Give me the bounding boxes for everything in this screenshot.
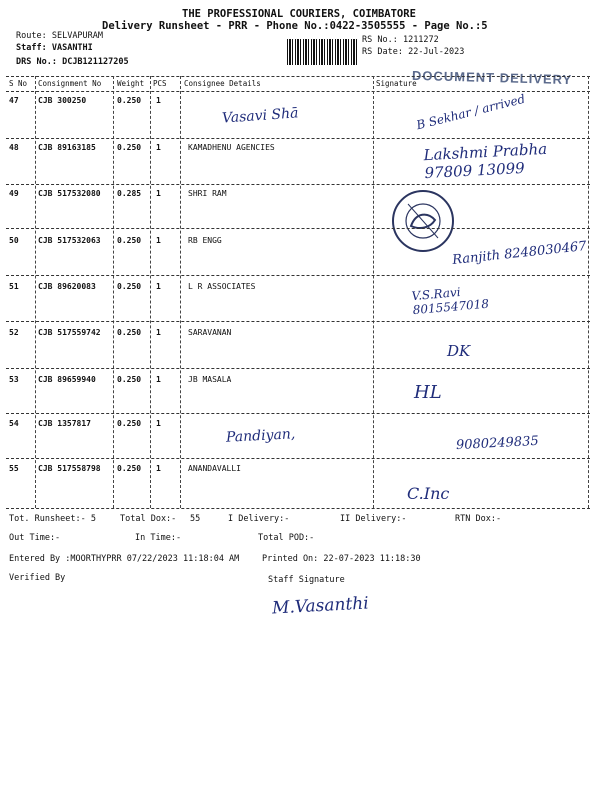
- entered-by: Entered By :MOORTHYPRR 07/22/2023 11:18:04 AM: [9, 554, 240, 564]
- row-consignee: KAMADHENU AGENCIES: [188, 143, 275, 152]
- staff-label: Staff:: [16, 43, 47, 53]
- company-title: THE PROFESSIONAL COURIERS, COIMBATORE: [182, 8, 416, 20]
- rs-date-line: [362, 47, 464, 57]
- row-signature-hw: Lakshmi Prabha 97809 13099: [423, 139, 548, 183]
- staff-line: [16, 43, 93, 53]
- row-consignee: JB MASALA: [188, 375, 232, 384]
- row-signature-hw: Ranjith 8248030467: [451, 238, 588, 269]
- row-weight: 0.250: [117, 282, 142, 291]
- row-pcs: 1: [156, 419, 161, 428]
- total-dox-value: 55: [190, 514, 201, 524]
- row-pcs: 1: [156, 143, 161, 152]
- rs-date-value: 22-Jul-2023: [408, 47, 465, 57]
- row-signature-hw: DK: [447, 342, 471, 360]
- i-delivery: I Delivery:-: [228, 514, 290, 524]
- route-value: SELVAPURAM: [51, 31, 104, 41]
- row-sno: 52: [9, 328, 19, 337]
- row-consignment: CJB 517532063: [38, 236, 101, 245]
- header-bottom-rule: [6, 91, 590, 92]
- row-consignment: CJB 1357817: [38, 419, 91, 428]
- row-sno: 48: [9, 143, 19, 152]
- route-line: [16, 31, 103, 41]
- in-time: In Time:-: [135, 533, 182, 543]
- drs-line: [16, 57, 129, 67]
- staff-signature-label: Staff Signature: [268, 575, 345, 585]
- row-signature-hw: C.Inc: [407, 484, 450, 503]
- col-weight: Weight: [117, 79, 145, 88]
- row-rule: [6, 138, 590, 139]
- printed-on: Printed On: 22-07-2023 11:18:30: [262, 554, 421, 564]
- row-hw-consignee: Pandiyan,: [225, 426, 296, 446]
- row-rule: [6, 413, 590, 414]
- runsheet-subtitle: Delivery Runsheet - PRR - Phone No.:0422-3505555 - Page No.:5: [102, 20, 488, 32]
- row-consignment: CJB 89620083: [38, 282, 96, 291]
- row-signature-hw: B Sekhar / arrived: [414, 91, 527, 133]
- row-pcs: 1: [156, 96, 161, 105]
- col-sep: [180, 76, 181, 508]
- row-pcs: 1: [156, 375, 161, 384]
- row-consignee: L R ASSOCIATES: [188, 282, 256, 291]
- document-delivery-stamp: DOCUMENT DELIVERY: [411, 67, 573, 88]
- row-weight: 0.250: [117, 143, 142, 152]
- row-rule: [6, 321, 590, 322]
- row-consignment: CJB 517532080: [38, 189, 101, 198]
- company-seal-stamp: [378, 186, 468, 256]
- row-sno: 47: [9, 96, 19, 105]
- route-label: Route:: [16, 31, 47, 41]
- total-pod: Total POD:-: [258, 533, 315, 543]
- row-pcs: 1: [156, 464, 161, 473]
- row-rule: [6, 275, 590, 276]
- row-consignee: ANANDAVALLI: [188, 464, 241, 473]
- ii-delivery: II Delivery:-: [340, 514, 407, 524]
- seal-icon: [378, 186, 468, 256]
- col-signature: Signature: [376, 79, 417, 88]
- row-consignee: SARAVANAN: [188, 328, 232, 337]
- rs-no-value: 1211272: [402, 35, 439, 45]
- row-consignment: CJB 300250: [38, 96, 87, 105]
- col-sno: S No: [9, 79, 28, 88]
- rs-no-label: RS No.:: [362, 35, 398, 45]
- row-weight: 0.250: [117, 464, 142, 473]
- row-rule: [6, 184, 590, 185]
- barcode: [287, 39, 357, 65]
- total-dox-label: Total Dox:-: [120, 514, 177, 524]
- row-weight: 0.250: [117, 328, 142, 337]
- header-top-rule: [6, 76, 590, 77]
- row-sno: 50: [9, 236, 19, 245]
- rs-no-line: [362, 35, 439, 45]
- row-weight: 0.250: [117, 96, 142, 105]
- row-pcs: 1: [156, 282, 161, 291]
- col-sep: [373, 76, 374, 508]
- col-sep: [150, 76, 151, 508]
- tot-runsheet: Tot. Runsheet:- 5: [9, 514, 96, 524]
- row-consignment: CJB 517558798: [38, 464, 101, 473]
- staff-value: VASANTHI: [51, 43, 93, 53]
- drs-label: DRS No.:: [16, 57, 57, 67]
- row-sno: 54: [9, 419, 19, 428]
- row-consignee: RB ENGG: [188, 236, 222, 245]
- row-sno: 53: [9, 375, 19, 384]
- row-signature-hw: V.S.Ravi 8015547018: [411, 285, 490, 318]
- out-time: Out Time:-: [9, 533, 61, 543]
- row-pcs: 1: [156, 328, 161, 337]
- row-weight: 0.250: [117, 419, 142, 428]
- verified-by: Verified By: [9, 573, 66, 583]
- row-weight: 0.285: [117, 189, 142, 198]
- row-pcs: 1: [156, 189, 161, 198]
- row-hw-consignee: Vasavi Shā: [221, 105, 299, 127]
- rtn-dox: RTN Dox:-: [455, 514, 502, 524]
- col-consignee: Consignee Details: [184, 79, 261, 88]
- row-signature-hw: 9080249835: [455, 433, 540, 454]
- col-sep: [35, 76, 36, 508]
- row-consignment: CJB 89163185: [38, 143, 96, 152]
- row-consignment: CJB 89659940: [38, 375, 96, 384]
- col-consignment: Consignment No: [38, 79, 102, 88]
- col-sep: [588, 76, 589, 508]
- row-rule: [6, 228, 590, 229]
- rs-date-label: RS Date:: [362, 47, 403, 57]
- row-pcs: 1: [156, 236, 161, 245]
- row-weight: 0.250: [117, 375, 142, 384]
- row-rule: [6, 368, 590, 369]
- staff-signature-hw: M.Vasanthi: [271, 593, 370, 619]
- row-signature-hw: HL: [414, 382, 442, 403]
- row-weight: 0.250: [117, 236, 142, 245]
- row-rule: [6, 458, 590, 459]
- row-sno: 51: [9, 282, 19, 291]
- row-consignment: CJB 517559742: [38, 328, 101, 337]
- col-sep: [113, 76, 114, 508]
- row-sno: 55: [9, 464, 19, 473]
- row-sno: 49: [9, 189, 19, 198]
- row-consignee: SHRI RAM: [188, 189, 227, 198]
- drs-value: DCJB121127205: [62, 57, 129, 67]
- col-pcs: PCS: [153, 79, 167, 88]
- row-rule: [6, 508, 590, 509]
